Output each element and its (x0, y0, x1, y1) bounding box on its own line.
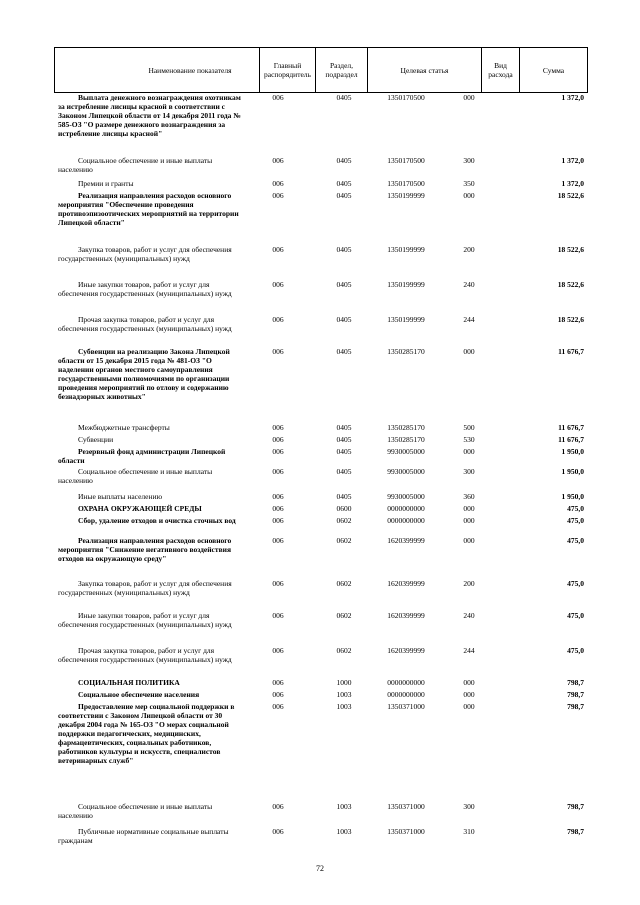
row-cs: 0000000000 (387, 516, 425, 525)
row-razdel: 1003 (336, 690, 352, 699)
row-vr: 000 (463, 536, 475, 545)
row-razdel: 0602 (336, 579, 352, 588)
row-vr: 000 (463, 93, 475, 102)
header-vr: Вид расхода (481, 48, 519, 92)
row-grbs: 006 (272, 467, 284, 476)
row-vr: 244 (463, 315, 475, 324)
row-sum: 798,7 (567, 690, 584, 699)
row-grbs: 006 (272, 315, 284, 324)
row-grbs: 006 (272, 179, 284, 188)
row-sum: 475,0 (567, 504, 584, 513)
row-vr: 000 (463, 678, 475, 687)
row-sum: 1 372,0 (561, 179, 584, 188)
row-vr: 000 (463, 504, 475, 513)
header-grbs: Главный распорядитель (259, 48, 315, 92)
row-name: Закупка товаров, работ и услуг для обеспечения государственных (муниципальных) нужд (58, 245, 232, 263)
row-grbs: 006 (272, 579, 284, 588)
row-razdel: 0405 (336, 245, 352, 254)
row-grbs: 006 (272, 191, 284, 200)
row-name: Межбюджетные трансферты (78, 423, 170, 432)
row-vr: 300 (463, 467, 475, 476)
row-sum: 798,7 (567, 802, 584, 811)
row-vr: 000 (463, 516, 475, 525)
row-sum: 18 522,6 (557, 191, 584, 200)
row-razdel: 0405 (336, 315, 352, 324)
row-name: Премии и гранты (78, 179, 134, 188)
row-sum: 11 676,7 (558, 423, 584, 432)
row-razdel: 0405 (336, 156, 352, 165)
row-cs: 1350371000 (387, 827, 425, 836)
header-cs: Целевая статья (367, 48, 481, 92)
row-grbs: 006 (272, 245, 284, 254)
row-grbs: 006 (272, 93, 284, 102)
row-name: Социальное обеспечение и иные выплаты населению (58, 802, 213, 820)
row-sum: 475,0 (567, 536, 584, 545)
row-razdel: 1003 (336, 802, 352, 811)
header-razdel: Раздел, подраздел (315, 48, 367, 92)
row-name: Публичные нормативные социальные выплаты гражданам (58, 827, 229, 845)
row-sum: 798,7 (567, 827, 584, 836)
row-name: Закупка товаров, работ и услуг для обеспечения государственных (муниципальных) нужд (58, 579, 232, 597)
row-name: Иные закупки товаров, работ и услуг для обеспечения государственных (муниципальных) нужд (58, 280, 232, 298)
row-razdel: 0602 (336, 516, 352, 525)
row-cs: 1350199999 (387, 315, 425, 324)
row-sum: 11 676,7 (558, 347, 584, 356)
row-grbs: 006 (272, 702, 284, 711)
row-cs: 1350199999 (387, 280, 425, 289)
row-vr: 000 (463, 702, 475, 711)
row-sum: 475,0 (567, 646, 584, 655)
row-razdel: 0405 (336, 347, 352, 356)
row-cs: 1350285170 (387, 435, 425, 444)
row-name: Выплата денежного вознаграждения охотникам за истребление лисицы красной в соответствии с Законом Липецкой области от 14 декабря 2011 года № 585-ОЗ "О размере денежного вознаграждения за истребление лисицы красной" (58, 93, 241, 138)
header-name: Наименование показателя (148, 65, 232, 75)
row-name: Прочая закупка товаров, работ и услуг для обеспечения государственных (муниципальных) нужд (58, 315, 232, 333)
page-number: 72 (316, 864, 324, 873)
row-cs: 1350199999 (387, 191, 425, 200)
row-cs: 1350285170 (387, 423, 425, 432)
row-vr: 350 (463, 179, 475, 188)
row-sum: 18 522,6 (557, 315, 584, 324)
row-cs: 1350199999 (387, 245, 425, 254)
row-razdel: 0405 (336, 280, 352, 289)
row-name: Социальное обеспечение и иные выплаты населению (58, 467, 213, 485)
row-name: Социальное обеспечение населения (78, 690, 200, 699)
row-cs: 9930005000 (387, 447, 425, 456)
row-cs: 0000000000 (387, 678, 425, 687)
row-razdel: 0602 (336, 536, 352, 545)
row-razdel: 0405 (336, 435, 352, 444)
row-name: Субвенции на реализацию Закона Липецкой области от 15 декабря 2015 года № 481-ОЗ "О наделении органов местного самоуправления государственными полномочиями по организации проведения мероприятий по отлову и содержанию безнадзорных животных" (58, 347, 230, 401)
row-vr: 500 (463, 423, 475, 432)
row-grbs: 006 (272, 423, 284, 432)
row-cs: 9930005000 (387, 492, 425, 501)
row-razdel: 1003 (336, 702, 352, 711)
row-name: СОЦИАЛЬНАЯ ПОЛИТИКА (78, 678, 180, 687)
row-grbs: 006 (272, 536, 284, 545)
row-vr: 300 (463, 802, 475, 811)
row-vr: 000 (463, 347, 475, 356)
row-cs: 1350170500 (387, 156, 425, 165)
row-cs: 9930005000 (387, 467, 425, 476)
row-name: Прочая закупка товаров, работ и услуг для обеспечения государственных (муниципальных) нужд (58, 646, 232, 664)
row-vr: 310 (463, 827, 475, 836)
row-cs: 1350371000 (387, 702, 425, 711)
row-vr: 244 (463, 646, 475, 655)
row-sum: 475,0 (567, 611, 584, 620)
row-razdel: 0602 (336, 646, 352, 655)
row-sum: 475,0 (567, 516, 584, 525)
row-razdel: 0600 (336, 504, 352, 513)
row-sum: 18 522,6 (557, 245, 584, 254)
row-name: ОХРАНА ОКРУЖАЮЩЕЙ СРЕДЫ (78, 504, 202, 513)
row-razdel: 1000 (336, 678, 352, 687)
row-razdel: 0405 (336, 423, 352, 432)
row-vr: 000 (463, 447, 475, 456)
row-razdel: 0405 (336, 191, 352, 200)
row-razdel: 0602 (336, 611, 352, 620)
row-sum: 1 950,0 (561, 467, 584, 476)
row-grbs: 006 (272, 347, 284, 356)
row-name: Реализация направления расходов основного мероприятия "Снижение негативного воздействия отходов на окружающую среду" (58, 536, 232, 563)
row-sum: 1 372,0 (561, 93, 584, 102)
row-vr: 300 (463, 156, 475, 165)
row-name: Социальное обеспечение и иные выплаты населению (58, 156, 213, 174)
row-grbs: 006 (272, 827, 284, 836)
row-cs: 0000000000 (387, 504, 425, 513)
row-vr: 240 (463, 280, 475, 289)
row-grbs: 006 (272, 678, 284, 687)
table-header (54, 47, 588, 93)
row-name: Резервный фонд администрации Липецкой области (58, 447, 226, 465)
row-name: Иные выплаты населению (78, 492, 163, 501)
row-razdel: 0405 (336, 179, 352, 188)
row-cs: 1620399999 (387, 611, 425, 620)
row-grbs: 006 (272, 516, 284, 525)
header-sum: Сумма (519, 48, 587, 92)
row-sum: 1 372,0 (561, 156, 584, 165)
row-name: Субвенции (78, 435, 114, 444)
row-vr: 000 (463, 690, 475, 699)
row-grbs: 006 (272, 646, 284, 655)
row-grbs: 006 (272, 447, 284, 456)
row-grbs: 006 (272, 156, 284, 165)
row-name: Предоставление мер социальной поддержки в соответствии с Законом Липецкой области от 30 декабря 2004 года № 165-ОЗ "О мерах социальной поддержки педагогических, медицинских, фармацевтических, социальных работников, работников культуры и искусств, специалистов ветеринарных служб" (58, 702, 235, 765)
row-razdel: 1003 (336, 827, 352, 836)
row-vr: 000 (463, 191, 475, 200)
row-razdel: 0405 (336, 93, 352, 102)
row-name: Сбор, удаление отходов и очистка сточных вод (78, 516, 236, 525)
row-grbs: 006 (272, 435, 284, 444)
row-sum: 798,7 (567, 702, 584, 711)
row-razdel: 0405 (336, 447, 352, 456)
row-sum: 798,7 (567, 678, 584, 687)
row-sum: 475,0 (567, 579, 584, 588)
row-grbs: 006 (272, 492, 284, 501)
row-name: Иные закупки товаров, работ и услуг для обеспечения государственных (муниципальных) нужд (58, 611, 232, 629)
row-vr: 200 (463, 579, 475, 588)
row-sum: 1 950,0 (561, 447, 584, 456)
row-vr: 360 (463, 492, 475, 501)
row-cs: 1620399999 (387, 536, 425, 545)
row-cs: 1350285170 (387, 347, 425, 356)
row-grbs: 006 (272, 280, 284, 289)
row-cs: 1350170500 (387, 93, 425, 102)
row-sum: 1 950,0 (561, 492, 584, 501)
row-name: Реализация направления расходов основного мероприятия "Обеспечение проведения противоэпизоотических мероприятий на территории Липецкой области" (58, 191, 239, 227)
row-cs: 0000000000 (387, 690, 425, 699)
row-cs: 1620399999 (387, 579, 425, 588)
row-razdel: 0405 (336, 492, 352, 501)
row-grbs: 006 (272, 504, 284, 513)
row-cs: 1620399999 (387, 646, 425, 655)
row-sum: 11 676,7 (558, 435, 584, 444)
row-sum: 18 522,6 (557, 280, 584, 289)
row-cs: 1350371000 (387, 802, 425, 811)
row-grbs: 006 (272, 802, 284, 811)
row-vr: 240 (463, 611, 475, 620)
row-vr: 530 (463, 435, 475, 444)
row-razdel: 0405 (336, 467, 352, 476)
row-grbs: 006 (272, 611, 284, 620)
row-cs: 1350170500 (387, 179, 425, 188)
row-grbs: 006 (272, 690, 284, 699)
row-vr: 200 (463, 245, 475, 254)
